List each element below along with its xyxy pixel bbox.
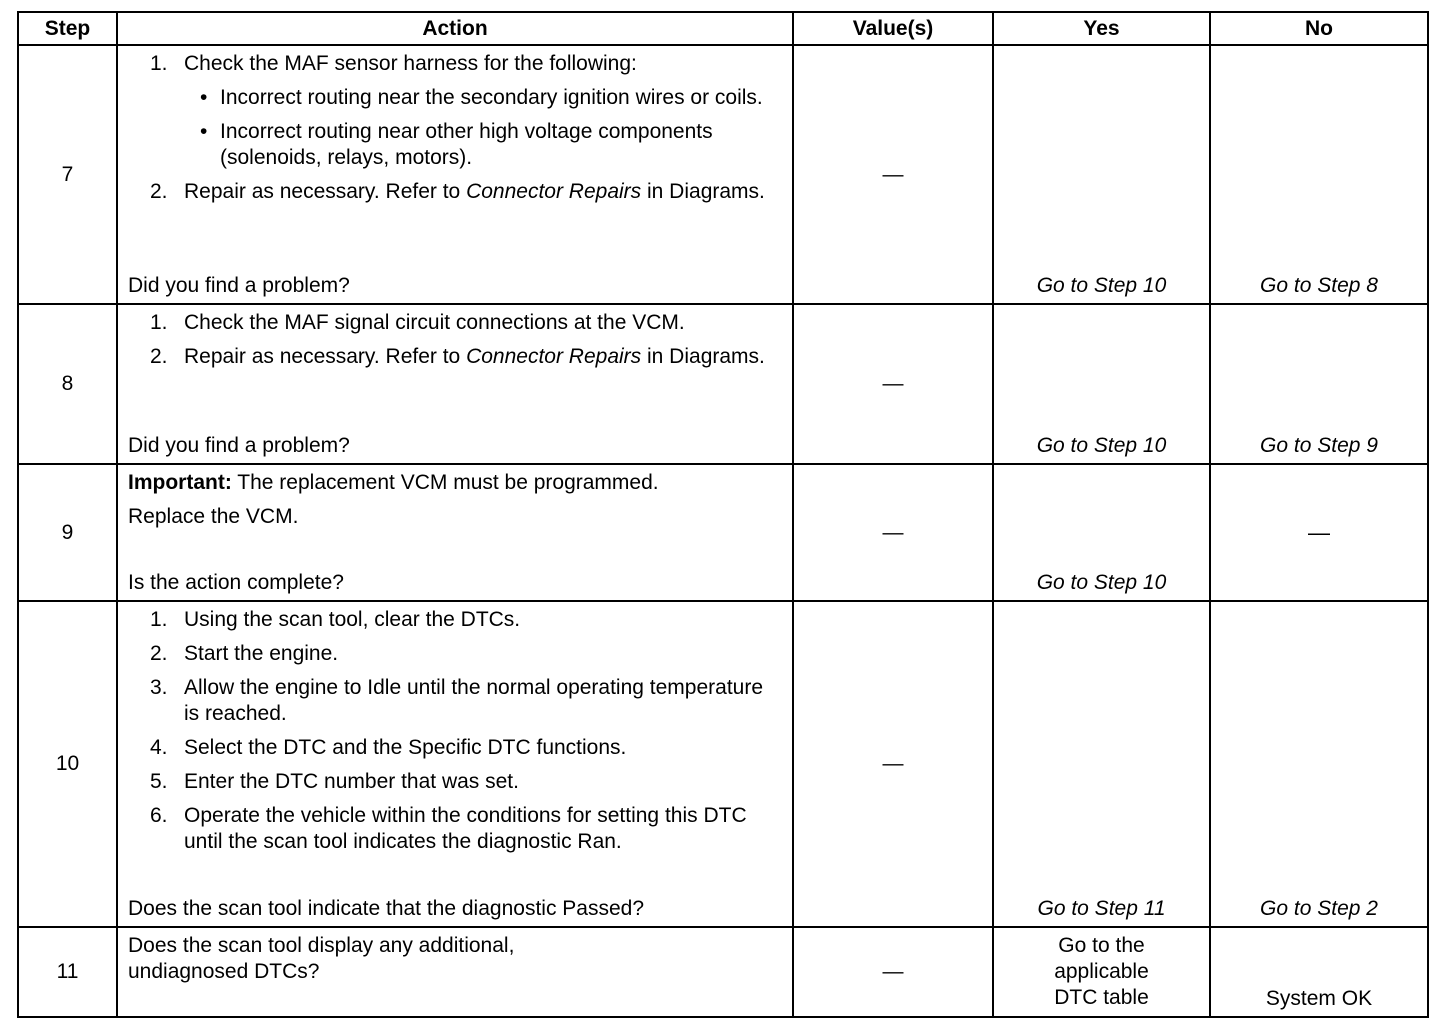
action-item: 1. Check the MAF sensor harness for the following:: [150, 52, 637, 75]
step-number: 7: [18, 45, 117, 304]
no-cell: [1210, 45, 1428, 304]
step-number: 8: [18, 304, 117, 464]
header-action: Action: [117, 12, 793, 45]
yes-link[interactable]: Go to Step 10: [1036, 274, 1167, 297]
yes-link[interactable]: Go to Step 10: [1036, 571, 1167, 594]
diagnostic-table: [17, 11, 1429, 1018]
action-item: 2. Start the engine.: [150, 642, 339, 665]
action-item: 6. Operate the vehicle within the conditions for setting this DTC until the scan tool indicates the diagnostic Ran.: [150, 804, 747, 853]
action-item: 2. Repair as necessary. Refer to Connector Repairs in Diagrams.: [150, 345, 765, 368]
value-cell: —: [793, 927, 993, 1017]
question-text: Did you find a problem?: [128, 434, 350, 457]
value-cell: —: [793, 304, 993, 464]
yes-link[interactable]: Go to Step 10: [1036, 434, 1167, 457]
table-row-step-7: [18, 45, 1428, 304]
table-row-step-9: [18, 464, 1428, 601]
action-item: 2. Repair as necessary. Refer to Connector Repairs in Diagrams.: [150, 180, 765, 203]
action-cell: [117, 464, 793, 601]
yes-cell: [993, 304, 1210, 464]
action-item: 5. Enter the DTC number that was set.: [150, 770, 519, 793]
yes-cell: [993, 601, 1210, 927]
no-cell: [1210, 601, 1428, 927]
header-values: Value(s): [793, 12, 993, 45]
action-item: 1. Using the scan tool, clear the DTCs.: [150, 608, 521, 631]
step-number: 9: [18, 464, 117, 601]
action-cell: [117, 927, 793, 1017]
action-cell: [117, 304, 793, 464]
step-number: 11: [18, 927, 117, 1017]
yes-cell: [993, 927, 1210, 1017]
action-item: 1. Check the MAF signal circuit connections at the VCM.: [150, 311, 685, 334]
no-link[interactable]: Go to Step 9: [1260, 434, 1378, 457]
header-yes: Yes: [993, 12, 1210, 45]
no-result: System OK: [1265, 987, 1373, 1010]
yes-link[interactable]: Go to the applicable DTC table: [1054, 934, 1149, 1009]
action-item: 4. Select the DTC and the Specific DTC functions.: [150, 736, 627, 759]
no-cell: [1210, 927, 1428, 1017]
question-text: Is the action complete?: [128, 571, 344, 594]
question-text: Does the scan tool indicate that the diagnostic Passed?: [128, 897, 644, 920]
header-no: No: [1210, 12, 1428, 45]
action-bullet: • Incorrect routing near other high voltage components (solenoids, relays, motors).: [200, 120, 713, 169]
header-row: [18, 12, 1428, 45]
value-cell: —: [793, 45, 993, 304]
table-row-step-10: [18, 601, 1428, 927]
question-text: Did you find a problem?: [128, 274, 350, 297]
no-link[interactable]: Go to Step 2: [1260, 897, 1378, 920]
yes-link[interactable]: Go to Step 11: [1037, 897, 1166, 920]
value-cell: —: [793, 464, 993, 601]
table-row-step-8: [18, 304, 1428, 464]
no-link[interactable]: Go to Step 8: [1260, 274, 1378, 297]
no-dash: —: [1308, 519, 1330, 545]
no-cell: [1210, 464, 1428, 601]
header-step: Step: [18, 12, 117, 45]
action-item: 3. Allow the engine to Idle until the normal operating temperature is reached.: [150, 676, 764, 725]
value-cell: —: [793, 601, 993, 927]
yes-cell: [993, 45, 1210, 304]
no-cell: [1210, 304, 1428, 464]
yes-cell: [993, 464, 1210, 601]
action-bullet: • Incorrect routing near the secondary ignition wires or coils.: [200, 86, 763, 109]
action-cell: [117, 45, 793, 304]
step-number: 10: [18, 601, 117, 927]
action-cell: [117, 601, 793, 927]
important-note: Important: The replacement VCM must be programmed.: [128, 471, 659, 494]
table-row-step-11: [18, 927, 1428, 1017]
question-text: Does the scan tool display any additional, undiagnosed DTCs?: [128, 934, 515, 983]
instruction-text: Replace the VCM.: [128, 505, 299, 528]
